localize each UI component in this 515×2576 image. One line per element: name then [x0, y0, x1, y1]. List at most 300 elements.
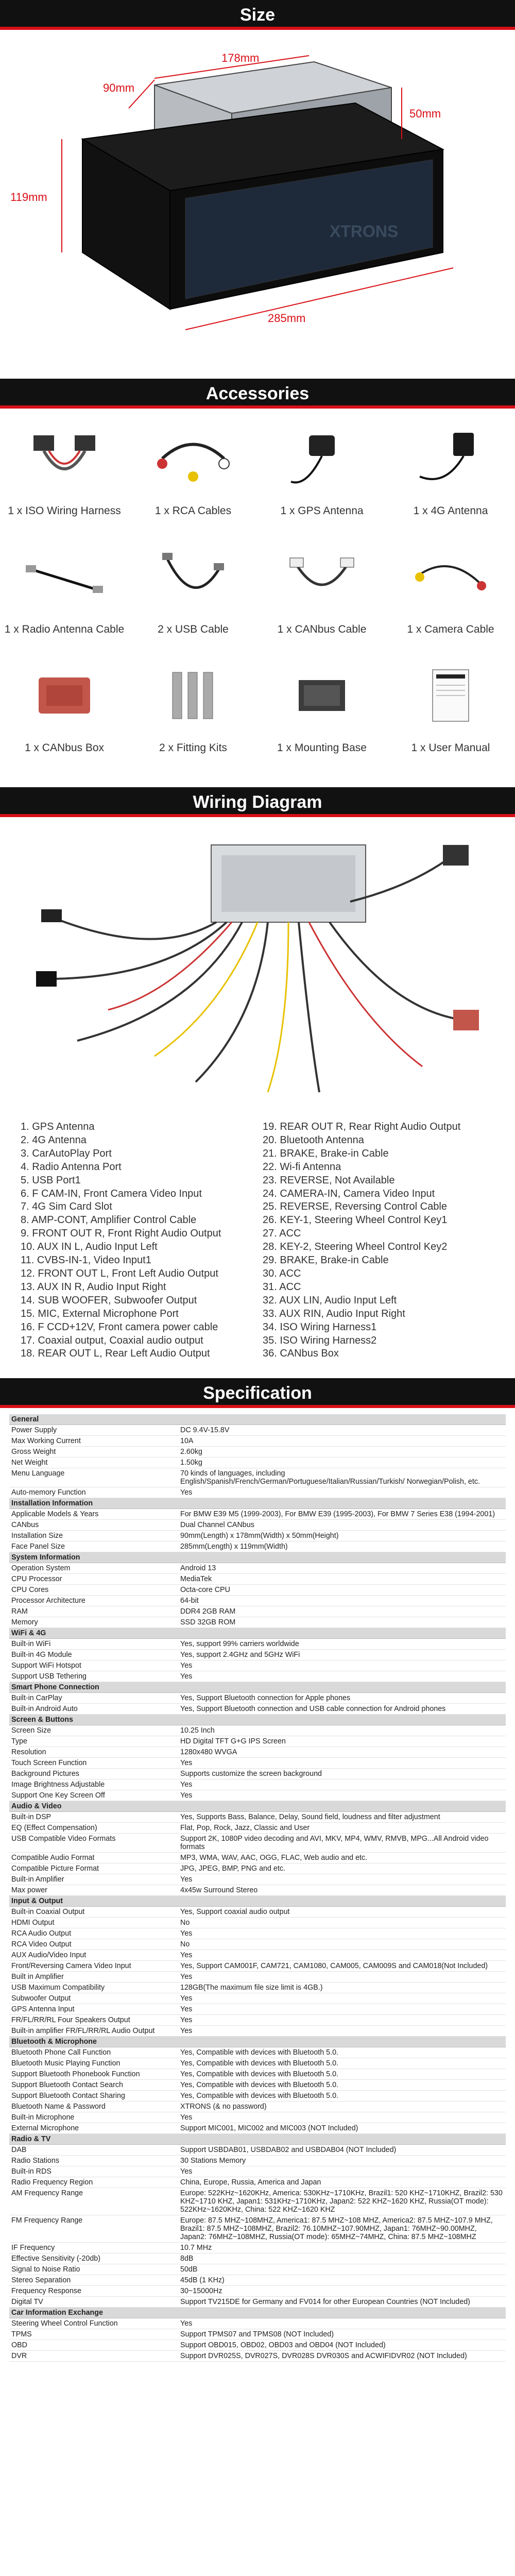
spec-row — [9, 1639, 506, 1650]
spec-row — [9, 2047, 506, 2058]
spec-key: Effective Sensitivity (-20db) — [11, 2255, 100, 2263]
spec-section-header: Radio & TV — [9, 2134, 506, 2145]
accessory-item: 1 x 4G Antenna — [386, 412, 515, 531]
spec-value: Yes — [180, 1781, 193, 1789]
spec-row — [9, 1617, 506, 1628]
spec-row — [9, 2091, 506, 2102]
wiring-legend-item: 16. F CCD+12V, Front camera power cable — [21, 1321, 218, 1333]
canbus-cable-icon — [276, 538, 368, 616]
wiring-legend-item: 30. ACC — [263, 1267, 301, 1279]
spec-row — [9, 2069, 506, 2080]
wiring-legend-item: 17. Coaxial output, Coaxial audio output — [21, 1334, 203, 1346]
gps-antenna-icon — [276, 420, 368, 497]
spec-row — [9, 1531, 506, 1541]
spec-key: Type — [11, 1737, 27, 1745]
spec-row — [9, 1425, 506, 1436]
mounting-base-icon — [276, 657, 368, 734]
spec-key: Applicable Models & Years — [11, 1510, 99, 1518]
spec-key: CANbus — [11, 1521, 39, 1529]
spec-key: Support USB Tethering — [11, 1672, 87, 1681]
spec-value: 2.60kg — [180, 1448, 202, 1456]
spec-key: Built-in WiFi — [11, 1640, 51, 1648]
spec-row — [9, 2243, 506, 2253]
canbus-box-icon — [18, 657, 111, 734]
spec-row — [9, 1563, 506, 1574]
spec-row — [9, 1907, 506, 1918]
watermark-text: XTRONS — [330, 222, 399, 241]
accessory-item: 1 x CANbus Cable — [258, 531, 386, 649]
wiring-legend-item: 28. KEY-2, Steering Wheel Control Key2 — [263, 1241, 448, 1253]
spec-value: XTRONS (& no password) — [180, 2103, 267, 2111]
spec-row — [9, 2351, 506, 2362]
spec-row — [9, 1585, 506, 1596]
spec-value: 45dB (1 KHz) — [180, 2276, 225, 2284]
wiring-legend-item: 12. FRONT OUT L, Front Left Audio Output — [21, 1267, 218, 1279]
spec-key: Operation System — [11, 1564, 71, 1572]
spec-value: Yes — [180, 1662, 193, 1670]
spec-key: EQ (Effect Compensation) — [11, 1824, 97, 1832]
wiring-legend-item: 36. CANbus Box — [263, 1348, 339, 1360]
spec-value: Flat, Pop, Rock, Jazz, Classic and User — [180, 1824, 310, 1832]
spec-row — [9, 2188, 506, 2215]
spec-key: CPU Processor — [11, 1575, 62, 1583]
spec-value: 50dB — [180, 2265, 198, 2274]
wiring-legend-item: 6. F CAM-IN, Front Camera Video Input — [21, 1188, 202, 1199]
spec-value: Support USBDAB01, USBDAB02 and USBDAB04 (NOT Included) — [180, 2146, 397, 2154]
wiring-legend-item: 2. 4G Antenna — [21, 1134, 87, 1146]
spec-row — [9, 2215, 506, 2243]
spec-key: External Microphone — [11, 2124, 79, 2132]
spec-row — [9, 1650, 506, 1660]
spec-row — [9, 1520, 506, 1531]
spec-value: 90mm(Length) x 178mm(Width) x 50mm(Height) — [180, 1532, 339, 1540]
spec-value: Yes — [180, 2005, 193, 2013]
size-title: Size — [239, 5, 276, 25]
wiring-banner — [0, 787, 515, 817]
wiring-legend-item: 29. BRAKE, Brake-in Cable — [263, 1255, 389, 1266]
fitting-kits-icon — [147, 657, 239, 734]
spec-row — [9, 2253, 506, 2264]
spec-row — [9, 1853, 506, 1863]
wiring-legend-item: 25. REVERSE, Reversing Control Cable — [263, 1201, 447, 1213]
spec-value: For BMW E39 M5 (1999-2003), For BMW E39 (1995-2003), For BMW 7 Series E38 (1994-2001) — [180, 1510, 495, 1518]
spec-value: Yes, support 99% carriers worldwide — [180, 1640, 299, 1648]
spec-key: Compatible Audio Format — [11, 1854, 95, 1862]
spec-value: Android 13 — [180, 1564, 216, 1572]
dim-width-bottom: 285mm — [268, 312, 306, 325]
spec-value: No — [180, 1940, 190, 1948]
spec-value: Europe: 522KHz~1620KHz, America: 530KHz~1710KHz, Brazil1: 520 KHZ~1710KHZ, Brazil2: 530 KHZ~1710 KHZ, Japan1: 531KHz~1710KHz, Japan2: 522 KHZ~1620 KHZ, Russia(OT mode): 522KHz~1620KHz, China: 522 KHZ~1620 KHZ — [180, 2189, 503, 2214]
wiring-legend-item: 33. AUX RIN, Audio Input Right — [263, 1308, 405, 1319]
spec-row — [9, 1928, 506, 1939]
accessory-item: 1 x Mounting Base — [258, 649, 386, 768]
size-diagram — [0, 31, 515, 376]
spec-row — [9, 2080, 506, 2091]
spec-row — [9, 1458, 506, 1468]
spec-key: Built-in DSP — [11, 1813, 52, 1821]
spec-row — [9, 1468, 506, 1487]
spec-row — [9, 2156, 506, 2166]
spec-value: 4x45w Surround Stereo — [180, 1886, 258, 1894]
spec-row — [9, 2166, 506, 2177]
spec-value: Yes, Supports Bass, Balance, Delay, Sound field, loudness and filter adjustment — [180, 1813, 440, 1821]
wiring-legend-item: 8. AMP-CONT, Amplifier Control Cable — [21, 1214, 197, 1226]
spec-value: 30 Stations Memory — [180, 2157, 246, 2165]
spec-value: Yes, Support CAM001F, CAM721, CAM1080, CAM005, CAM009S and CAM018(Not Included) — [180, 1962, 488, 1970]
spec-row — [9, 1874, 506, 1885]
spec-value: Yes — [180, 1672, 193, 1681]
accessories-title: Accessories — [205, 384, 310, 403]
accessory-item: 1 x User Manual — [386, 649, 515, 768]
spec-row — [9, 1863, 506, 1874]
spec-key: AM Frequency Range — [11, 2189, 83, 2197]
spec-value: 285mm(Length) x 119mm(Width) — [180, 1543, 288, 1551]
spec-value: 64-bit — [180, 1597, 199, 1605]
spec-key: Compatible Picture Format — [11, 1865, 99, 1873]
spec-row — [9, 1769, 506, 1780]
spec-key: Processor Architecture — [11, 1597, 85, 1605]
spec-section-header: Bluetooth & Microphone — [9, 2037, 506, 2047]
spec-row — [9, 2340, 506, 2351]
spec-section-header: Car Information Exchange — [9, 2308, 506, 2318]
usb-cable-icon — [147, 538, 239, 616]
wiring-legend-item: 19. REAR OUT R, Rear Right Audio Output — [263, 1121, 461, 1132]
spec-value: Yes, Compatible with devices with Bluetooth 5.0. — [180, 2059, 339, 2067]
spec-value: Yes — [180, 2167, 193, 2176]
spec-key: CPU Cores — [11, 1586, 49, 1594]
spec-key: Auto-memory Function — [11, 1488, 86, 1497]
spec-banner — [0, 1378, 515, 1408]
spec-key: Built-in Microphone — [11, 2113, 75, 2122]
spec-value: DC 9.4V-15.8V — [180, 1426, 230, 1434]
spec-key: DAB — [11, 2146, 27, 2154]
spec-value: Yes — [180, 1929, 193, 1938]
spec-key: Built in Amplifier — [11, 1973, 64, 1981]
wiring-legend-item: 20. Bluetooth Antenna — [263, 1134, 364, 1146]
spec-key: Support Bluetooth Contact Search — [11, 2081, 123, 2089]
spec-key: Max Working Current — [11, 1437, 81, 1445]
spec-key: RCA Audio Output — [11, 1929, 72, 1938]
spec-row — [9, 1972, 506, 1982]
spec-key: Installation Size — [11, 1532, 63, 1540]
spec-value: Yes — [180, 1951, 193, 1959]
spec-key: USB Maximum Compatibility — [11, 1984, 105, 1992]
wiring-legend-right — [263, 1121, 505, 1361]
wiring-legend-item: 21. BRAKE, Brake-in Cable — [263, 1147, 389, 1159]
spec-value: Yes — [180, 2113, 193, 2122]
spec-value: No — [180, 1919, 190, 1927]
spec-row — [9, 1509, 506, 1520]
spec-value: Yes — [180, 2027, 193, 2035]
spec-key: TPMS — [11, 2330, 32, 2338]
spec-key: IF Frequency — [11, 2244, 55, 2252]
spec-value: 128GB(The maximum file size limit is 4GB.) — [180, 1984, 323, 1992]
spec-row — [9, 1758, 506, 1769]
spec-key: Signal to Noise Ratio — [11, 2265, 80, 2274]
spec-value: Yes, Compatible with devices with Bluetooth 5.0. — [180, 2070, 339, 2078]
spec-row — [9, 1918, 506, 1928]
accessories-banner — [0, 379, 515, 409]
wiring-legend-item: 27. ACC — [263, 1228, 301, 1240]
spec-row — [9, 1436, 506, 1447]
spec-value: 10.7 MHz — [180, 2244, 212, 2252]
spec-row — [9, 2297, 506, 2308]
spec-row — [9, 2058, 506, 2069]
wiring-diagram-image — [0, 824, 515, 1123]
spec-key: USB Compatible Video Formats — [11, 1835, 116, 1843]
harness-icon — [18, 420, 111, 497]
spec-section-header: System Information — [9, 1552, 506, 1563]
spec-value: HD Digital TFT G+G IPS Screen — [180, 1737, 286, 1745]
spec-key: GPS Antenna Input — [11, 2005, 75, 2013]
spec-value: MP3, WMA, WAV, AAC, OGG, FLAC, Web audio and etc. — [180, 1854, 368, 1862]
spec-row — [9, 1704, 506, 1715]
wiring-legend-item: 15. MIC, External Microphone Port — [21, 1308, 179, 1319]
spec-key: Support Bluetooth Phonebook Function — [11, 2070, 140, 2078]
user-manual-icon — [404, 657, 497, 734]
spec-value: Yes, Compatible with devices with Bluetooth 5.0. — [180, 2081, 339, 2089]
spec-section-header: Input & Output — [9, 1896, 506, 1907]
spec-key: Front/Reversing Camera Video Input — [11, 1962, 131, 1970]
dim-depth: 90mm — [103, 81, 135, 94]
spec-value: 30~15000Hz — [180, 2287, 222, 2295]
spec-key: OBD — [11, 2341, 27, 2349]
spec-value: 1.50kg — [180, 1459, 202, 1467]
spec-key: AUX Audio/Video Input — [11, 1951, 87, 1959]
spec-row — [9, 1961, 506, 1972]
spec-row — [9, 1950, 506, 1961]
spec-key: Power Supply — [11, 1426, 57, 1434]
spec-key: Built-in CarPlay — [11, 1694, 62, 1702]
spec-key: Net Weight — [11, 1459, 48, 1467]
spec-value: JPG, JPEG, BMP, PNG and etc. — [180, 1865, 285, 1873]
spec-value: Yes, Support Bluetooth connection and USB cable connection for Android phones — [180, 1705, 446, 1713]
spec-row — [9, 2275, 506, 2286]
spec-row — [9, 1487, 506, 1498]
spec-row — [9, 1541, 506, 1552]
wiring-legend-item: 1. GPS Antenna — [21, 1121, 95, 1132]
spec-row — [9, 1671, 506, 1682]
spec-value: DDR4 2GB RAM — [180, 1607, 236, 1616]
spec-key: Stereo Separation — [11, 2276, 71, 2284]
spec-key: Image Brightness Adjustable — [11, 1781, 105, 1789]
spec-key: Steering Wheel Control Function — [11, 2319, 118, 2328]
rca-icon — [147, 420, 239, 497]
size-banner — [0, 0, 515, 30]
wiring-legend-item: 32. AUX LIN, Audio Input Left — [263, 1294, 397, 1306]
spec-row — [9, 1660, 506, 1671]
spec-row — [9, 1606, 506, 1617]
spec-row — [9, 2004, 506, 2015]
wiring-legend-item: 5. USB Port1 — [21, 1174, 81, 1186]
spec-value: Yes — [180, 2016, 193, 2024]
spec-value: Yes — [180, 1791, 193, 1800]
wiring-legend-item: 23. REVERSE, Not Available — [263, 1174, 395, 1186]
accessory-item: 1 x Camera Cable — [386, 531, 515, 649]
spec-section-header: Installation Information — [9, 1498, 506, 1509]
spec-row — [9, 1780, 506, 1790]
accessory-item: 2 x USB Cable — [129, 531, 258, 649]
spec-section-header: WiFi & 4G — [9, 1628, 506, 1639]
wiring-legend-item: 14. SUB WOOFER, Subwoofer Output — [21, 1294, 197, 1306]
accessory-item: 1 x GPS Antenna — [258, 412, 386, 531]
spec-key: Built-in amplifier FR/FL/RR/RL Audio Output — [11, 2027, 155, 2035]
spec-value: Support DVR025S, DVR027S, DVR028S DVR030S and ACWIFIDVR02 (NOT Included) — [180, 2352, 467, 2360]
accessory-item: 1 x Radio Antenna Cable — [0, 531, 129, 649]
spec-key: Background Pictures — [11, 1770, 79, 1778]
spec-value: Yes, Support Bluetooth connection for Apple phones — [180, 1694, 351, 1702]
spec-key: Max power — [11, 1886, 47, 1894]
accessory-item: 1 x CANbus Box — [0, 649, 129, 768]
spec-key: Face Panel Size — [11, 1543, 65, 1551]
spec-row — [9, 1993, 506, 2004]
dim-width-top: 178mm — [221, 52, 260, 64]
spec-section-header: Screen & Buttons — [9, 1715, 506, 1725]
spec-key: Resolution — [11, 1748, 46, 1756]
spec-value: Octa-core CPU — [180, 1586, 230, 1594]
wiring-legend-item: 13. AUX IN R, Audio Input Right — [21, 1281, 166, 1293]
spec-key: Bluetooth Name & Password — [11, 2103, 106, 2111]
spec-key: Gross Weight — [11, 1448, 56, 1456]
wiring-legend-item: 24. CAMERA-IN, Camera Video Input — [263, 1188, 435, 1199]
spec-key: Touch Screen Function — [11, 1759, 87, 1767]
spec-section-header: Smart Phone Connection — [9, 1682, 506, 1693]
spec-value: Yes, Compatible with devices with Bluetooth 5.0. — [180, 2092, 339, 2100]
4g-antenna-icon — [404, 420, 497, 497]
spec-value: MediaTek — [180, 1575, 212, 1583]
spec-value: 10A — [180, 1437, 194, 1445]
spec-value: Europe: 87.5 MHZ~108MHZ, America1: 87.5 MHZ~108 MHZ, America2: 87.5 MHZ~107.9 MHZ, Brazil1: 87.5 MHZ~108MHZ, Brazil2: 76.10MHZ~107.90MHZ, Japan1: 76MHZ~90.00MHZ, Japan2: 76MHZ~108MHZ, Russia(OT mode): 65MHZ~74MHZ, China: 87.5 MHZ~108MHZ — [180, 2216, 493, 2241]
spec-value: Yes — [180, 1759, 193, 1767]
spec-key: Frequency Response — [11, 2287, 81, 2295]
spec-key: Radio Frequency Region — [11, 2178, 93, 2187]
spec-key: Radio Stations — [11, 2157, 59, 2165]
spec-row — [9, 2123, 506, 2134]
spec-value: Support OBD015, OBD02, OBD03 and OBD04 (NOT Included) — [180, 2341, 386, 2349]
wiring-legend-item: 31. ACC — [263, 1281, 301, 1293]
spec-key: FM Frequency Range — [11, 2216, 83, 2225]
wiring-legend-left — [21, 1121, 263, 1361]
wiring-legend-item: 10. AUX IN L, Audio Input Left — [21, 1241, 158, 1253]
spec-value: Dual Channel CANbus — [180, 1521, 254, 1529]
spec-value: SSD 32GB ROM — [180, 1618, 236, 1626]
camera-cable-icon — [404, 538, 497, 616]
spec-section-header: General — [9, 1414, 506, 1425]
spec-section-header: Audio & Video — [9, 1801, 506, 1812]
accessory-item: 2 x Fitting Kits — [129, 649, 258, 768]
spec-key: Bluetooth Music Playing Function — [11, 2059, 121, 2067]
spec-key: Built-in RDS — [11, 2167, 52, 2176]
spec-row — [9, 1447, 506, 1458]
wiring-legend-item: 7. 4G Sim Card Slot — [21, 1201, 112, 1213]
spec-row — [9, 1574, 506, 1585]
spec-row — [9, 2145, 506, 2156]
wiring-legend-item: 11. CVBS-IN-1, Video Input1 — [21, 1255, 151, 1266]
spec-value: Yes — [180, 1994, 193, 2003]
spec-table — [9, 1414, 506, 2362]
spec-key: Built-in Coaxial Output — [11, 1908, 85, 1916]
spec-value: Support 2K, 1080P video decoding and AVI, MKV, MP4, WMV, RMVB, MPG...All Android video formats — [180, 1835, 489, 1851]
spec-key: Digital TV — [11, 2298, 43, 2306]
spec-value: 1280x480 WVGA — [180, 1748, 237, 1756]
spec-title: Specification — [203, 1383, 312, 1403]
spec-key: RAM — [11, 1607, 28, 1616]
spec-value: Yes — [180, 1488, 193, 1497]
spec-row — [9, 2112, 506, 2123]
spec-row — [9, 2026, 506, 2037]
wiring-legend-item: 4. Radio Antenna Port — [21, 1161, 122, 1173]
spec-key: Built-in Amplifier — [11, 1875, 64, 1884]
spec-row — [9, 1982, 506, 1993]
wiring-legend-item: 26. KEY-1, Steering Wheel Control Key1 — [263, 1214, 448, 1226]
spec-value: 70 kinds of languages, including English/Spanish/French/German/Portuguese/Italian/Russian/Turkish/ Norwegian/Polish, etc. — [180, 1469, 480, 1486]
spec-value: Yes, Compatible with devices with Bluetooth 5.0. — [180, 2048, 339, 2057]
spec-value: Supports customize the screen background — [180, 1770, 322, 1778]
spec-value: 10.25 Inch — [180, 1726, 215, 1735]
spec-row — [9, 2286, 506, 2297]
spec-key: HDMI Output — [11, 1919, 55, 1927]
spec-value: Yes, support 2.4GHz and 5GHz WiFi — [180, 1651, 300, 1659]
wiring-legend-item: 9. FRONT OUT R, Front Right Audio Output — [21, 1228, 221, 1240]
spec-key: Support Bluetooth Contact Sharing — [11, 2092, 125, 2100]
spec-value: Yes — [180, 2319, 193, 2328]
spec-row — [9, 1834, 506, 1853]
dim-thick: 50mm — [409, 107, 441, 120]
spec-key: FR/FL/RR/RL Four Speakers Output — [11, 2016, 130, 2024]
spec-value: China, Europe, Russia, America and Japan — [180, 2178, 321, 2187]
spec-row — [9, 1790, 506, 1801]
spec-value: Yes, Support coaxial audio output — [180, 1908, 290, 1916]
accessory-item: 1 x ISO Wiring Harness — [0, 412, 129, 531]
spec-row — [9, 2264, 506, 2275]
spec-row — [9, 1939, 506, 1950]
radio-cable-icon — [18, 538, 111, 616]
spec-row — [9, 2329, 506, 2340]
spec-row — [9, 2177, 506, 2188]
spec-value: 8dB — [180, 2255, 194, 2263]
spec-key: Menu Language — [11, 1469, 65, 1478]
spec-row — [9, 1693, 506, 1704]
spec-key: Support WiFi Hotspot — [11, 1662, 81, 1670]
spec-key: DVR — [11, 2352, 27, 2360]
spec-row — [9, 2102, 506, 2112]
wiring-legend-item: 3. CarAutoPlay Port — [21, 1147, 112, 1159]
spec-row — [9, 1736, 506, 1747]
spec-key: Screen Size — [11, 1726, 52, 1735]
wiring-title: Wiring Diagram — [193, 792, 322, 812]
spec-key: Memory — [11, 1618, 38, 1626]
spec-value: Support TV215DE for Germany and FV014 for other European Countries (NOT Included) — [180, 2298, 470, 2306]
spec-row — [9, 1596, 506, 1606]
spec-key: Built-in Android Auto — [11, 1705, 78, 1713]
spec-key: RCA Video Output — [11, 1940, 72, 1948]
spec-key: Subwoofer Output — [11, 1994, 71, 2003]
wiring-legend-item: 35. ISO Wiring Harness2 — [263, 1334, 377, 1346]
spec-row — [9, 1747, 506, 1758]
wiring-legend-item: 18. REAR OUT L, Rear Left Audio Output — [21, 1348, 210, 1360]
spec-value: Yes — [180, 1973, 193, 1981]
accessory-item: 1 x RCA Cables — [129, 412, 258, 531]
spec-row — [9, 1812, 506, 1823]
spec-value: Support MIC001, MIC002 and MIC003 (NOT Included) — [180, 2124, 358, 2132]
spec-row — [9, 2318, 506, 2329]
spec-value: Support TPMS07 and TPMS08 (NOT Included) — [180, 2330, 334, 2338]
spec-row — [9, 2015, 506, 2026]
wiring-legend-item: 34. ISO Wiring Harness1 — [263, 1321, 377, 1333]
dim-height: 119mm — [10, 191, 47, 204]
spec-row — [9, 1823, 506, 1834]
spec-row — [9, 1725, 506, 1736]
